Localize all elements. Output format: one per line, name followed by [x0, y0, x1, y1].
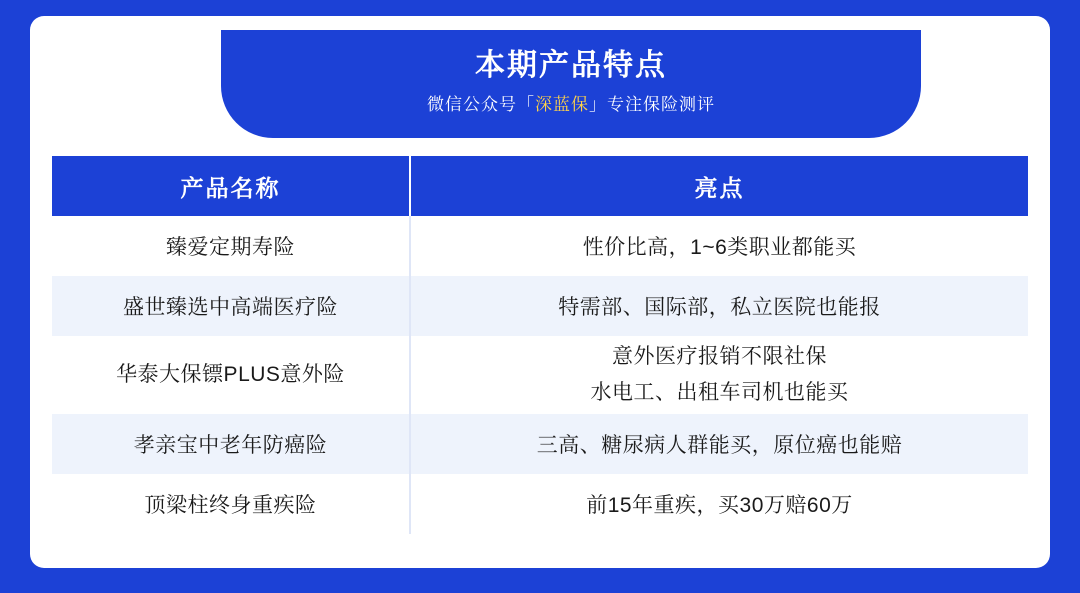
- brand-name: 深蓝保: [535, 95, 589, 114]
- table-row: [52, 474, 1028, 534]
- table-row: [52, 216, 1028, 276]
- product-table: [52, 156, 1028, 534]
- table-body: [52, 216, 1028, 534]
- highlight-line: 水电工、出租车司机也能买: [590, 381, 849, 404]
- column-header-highlight: 亮点: [410, 156, 1028, 216]
- cell-highlight: 性价比高，1~6类职业都能买: [410, 216, 1028, 276]
- cell-product-name: 盛世臻选中高端医疗险: [52, 276, 410, 336]
- table-head: [52, 156, 1028, 216]
- table-row: [52, 414, 1028, 474]
- table-header-row: [52, 156, 1028, 216]
- page-title: 本期产品特点: [475, 49, 667, 82]
- product-table-wrapper: [52, 156, 1028, 534]
- table-row: [52, 336, 1028, 414]
- cell-highlight: 前15年重疾，买30万赔60万: [410, 474, 1028, 534]
- header-banner: [221, 30, 921, 138]
- column-header-name: 产品名称: [52, 156, 410, 216]
- cell-highlight: 特需部、国际部，私立医院也能报: [410, 276, 1028, 336]
- cell-product-name: 孝亲宝中老年防癌险: [52, 414, 410, 474]
- subtitle-prefix: 微信公众号「: [427, 95, 535, 114]
- subtitle-suffix: 」专注保险测评: [589, 95, 715, 114]
- table-row: [52, 276, 1028, 336]
- cell-product-name: 华泰大保镖PLUS意外险: [52, 336, 410, 414]
- cell-product-name: 臻爱定期寿险: [52, 216, 410, 276]
- content-card: [30, 16, 1050, 568]
- header-subtitle: [221, 90, 921, 120]
- cell-highlight: 三高、糖尿病人群能买，原位癌也能赔: [410, 414, 1028, 474]
- highlight-line: 意外医疗报销不限社保: [612, 345, 827, 368]
- cell-highlight: [410, 336, 1028, 414]
- cell-product-name: 顶梁柱终身重疾险: [52, 474, 410, 534]
